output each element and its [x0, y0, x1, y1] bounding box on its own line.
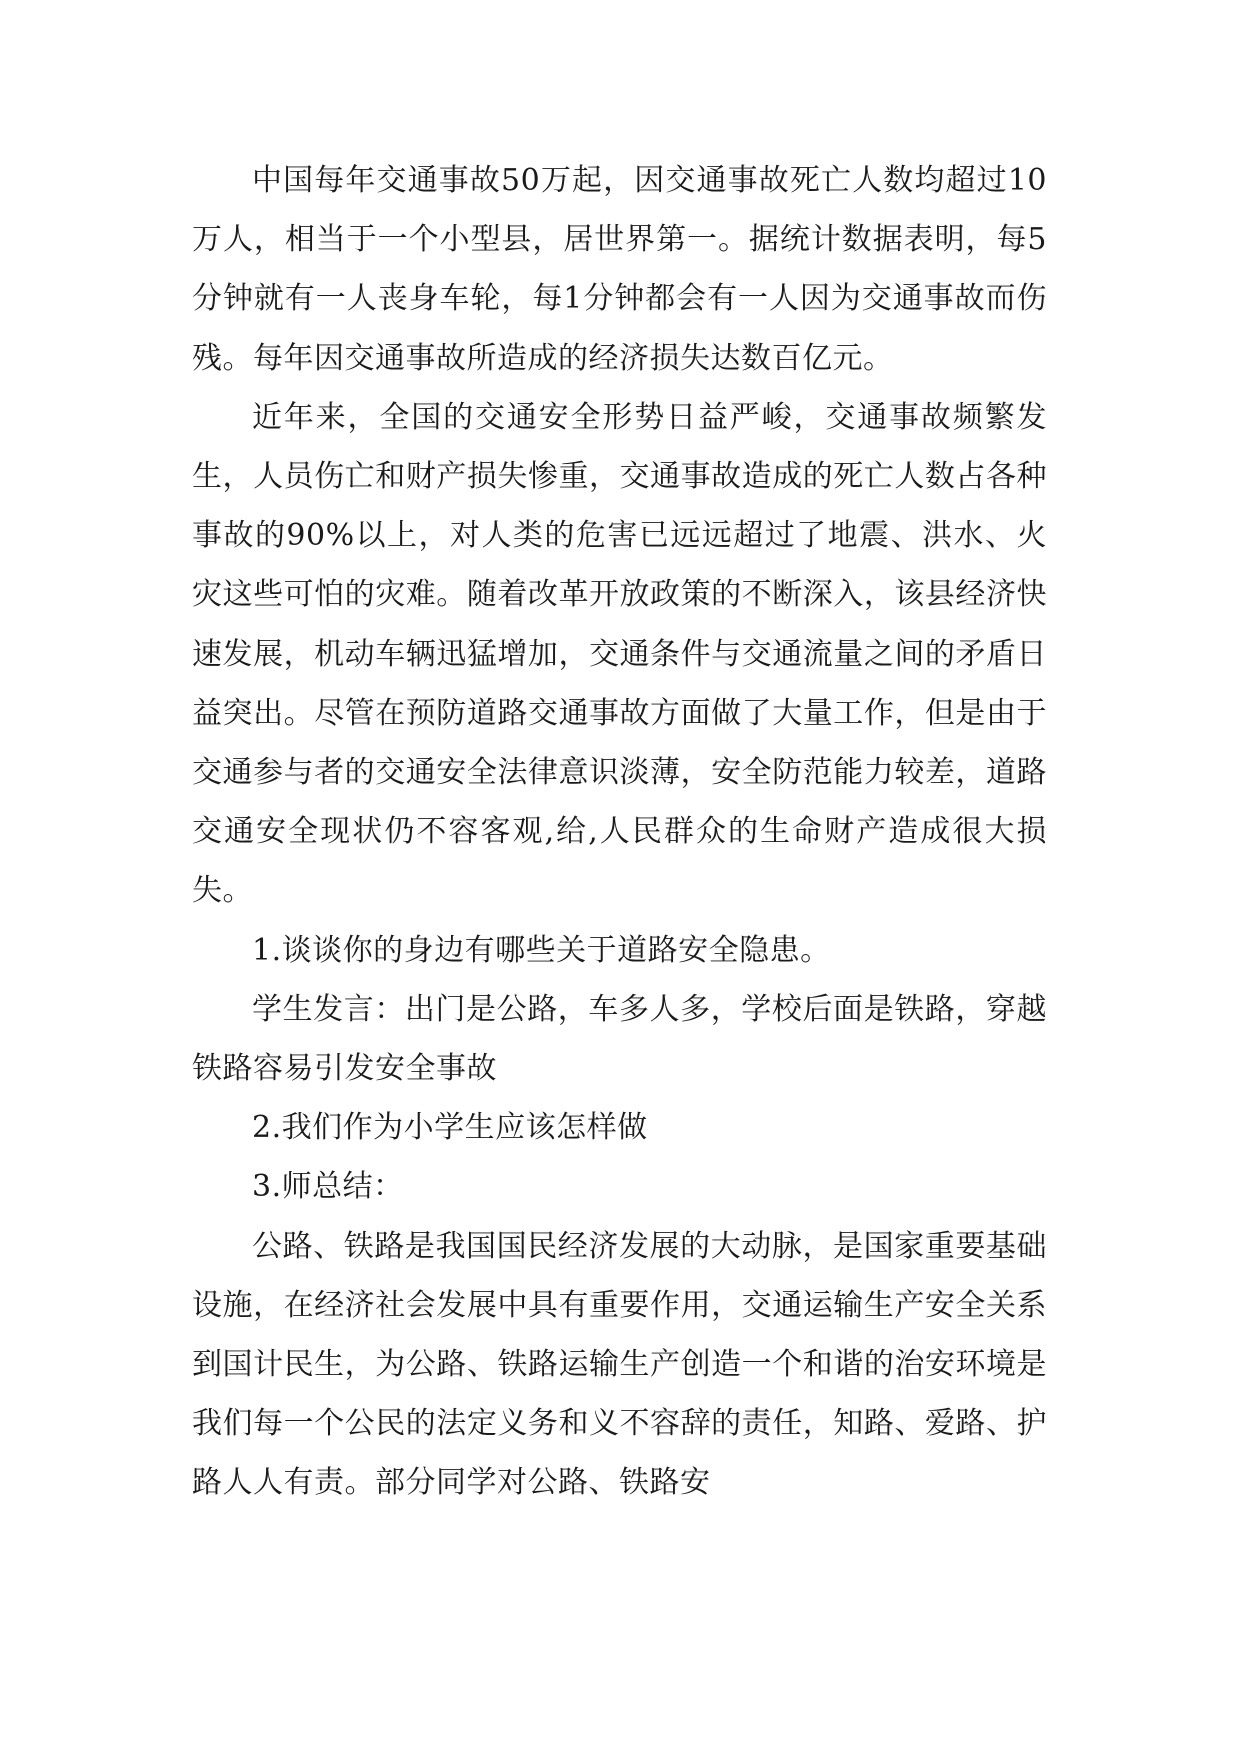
paragraph-traffic-statistics: 中国每年交通事故50万起，因交通事故死亡人数均超过10万人，相当于一个小型县，居世界第一。据统计数据表明，每5分钟就有一人丧身车轮，每1分钟都会有一人因为交通事故而伤残。每年因交通事故所造成的经济损失达数百亿元。 — [192, 163, 1047, 376]
student-response: 学生发言：出门是公路，车多人多，学校后面是铁路，穿越铁路容易引发安全事故 — [192, 991, 1047, 1087]
question-1: 1.谈谈你的身边有哪些关于道路安全隐患。 — [252, 932, 831, 968]
document-body — [192, 151, 1047, 1513]
teacher-summary-heading: 3.师总结： — [252, 1169, 404, 1205]
paragraph-safety-situation: 近年来，全国的交通安全形势日益严峻，交通事故频繁发生，人员伤亡和财产损失惨重，交通事故造成的死亡人数占各种事故的90%以上，对人类的危害已远远超过了地震、洪水、火灾这些可怕的灾难。随着改革开放政策的不断深入，该县经济快速发展，机动车辆迅猛增加，交通条件与交通流量之间的矛盾日益突出。尽管在预防道路交通事故方面做了大量工作，但是由于交通参与者的交通安全法律意识淡薄，安全防范能力较差，道路交通安全现状仍不容客观,给,人民群众的生命财产造成很大损失。 — [192, 399, 1047, 909]
paragraph-teacher-summary: 公路、铁路是我国国民经济发展的大动脉，是国家重要基础设施，在经济社会发展中具有重要作用，交通运输生产安全关系到国计民生，为公路、铁路运输生产创造一个和谐的治安环境是我们每一个公民的法定义务和义不容辞的责任，知路、爱路、护路人人有责。部分同学对公路、铁路安 — [192, 1228, 1047, 1501]
question-2: 2.我们作为小学生应该怎样做 — [252, 1110, 648, 1146]
